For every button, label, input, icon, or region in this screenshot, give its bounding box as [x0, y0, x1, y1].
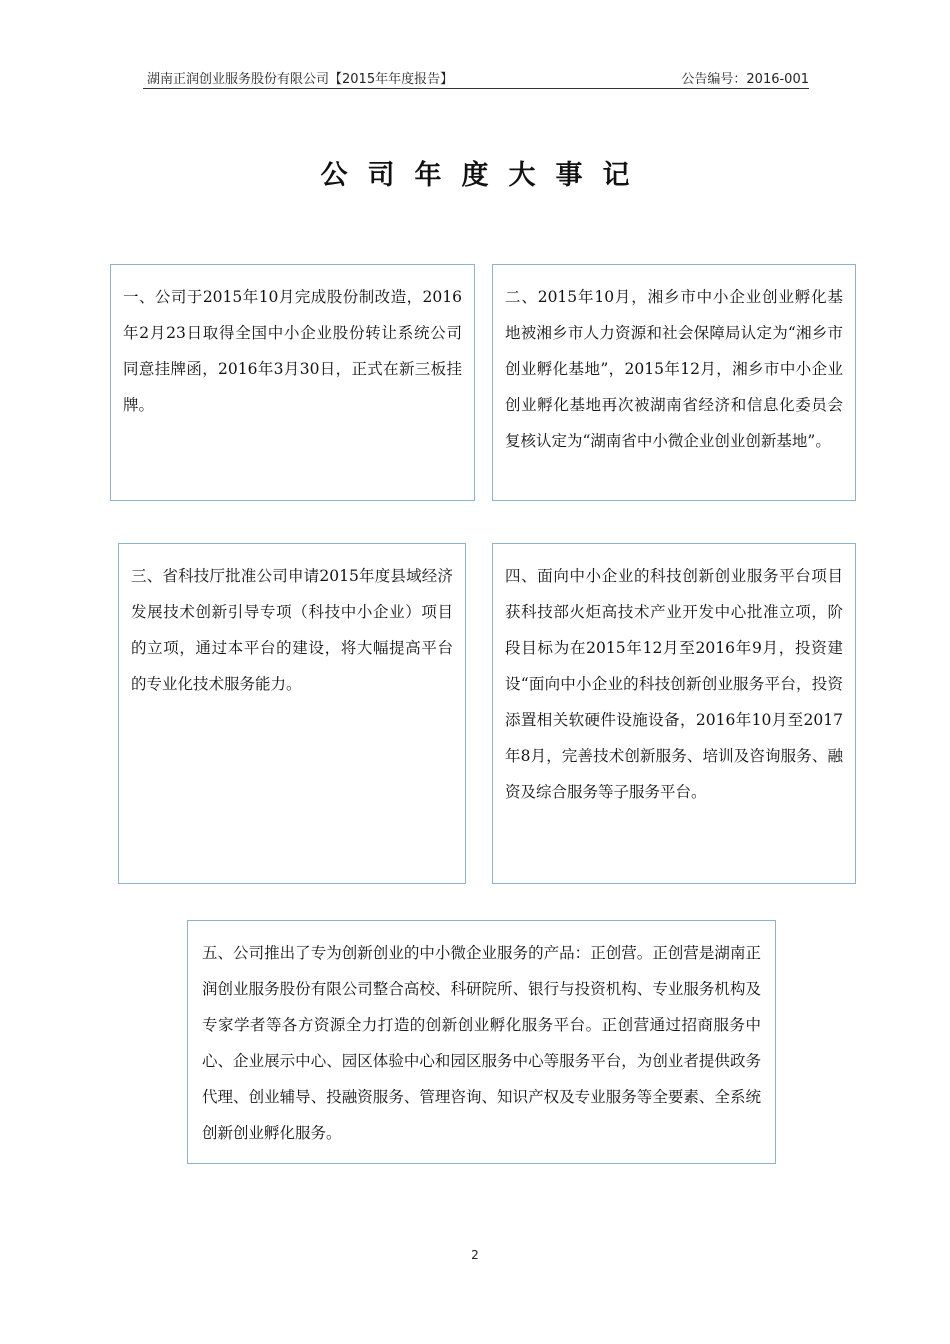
- page-number: 2: [471, 1248, 479, 1262]
- event-box-1: 一、公司于2015年10月完成股份制改造，2016年2月23日取得全国中小企业股份转让系统公司同意挂牌函，2016年3月30日，正式在新三板挂牌。: [110, 264, 475, 501]
- page-header: [143, 66, 809, 89]
- event-box-4: 四、面向中小企业的科技创新创业服务平台项目获科技部火炬高技术产业开发中心批准立项，阶段目标为在2015年12月至2016年9月，投资建设“面向中小企业的科技创新创业服务平台，投资添置相关软硬件设施设备，2016年10月至2017年8月，完善技术创新服务、培训及咨询服务、融资及综合服务等子服务平台。: [492, 543, 856, 884]
- event-box-2: 二、2015年10月，湘乡市中小企业创业孵化基地被湘乡市人力资源和社会保障局认定为“湘乡市创业孵化基地”，2015年12月，湘乡市中小企业创业孵化基地再次被湖南省经济和信息化委员会复核认定为“湖南省中小微企业创业创新基地”。: [492, 264, 856, 501]
- event-box-3: 三、省科技厅批准公司申请2015年度县域经济发展技术创新引导专项（科技中小企业）项目的立项，通过本平台的建设，将大幅提高平台的专业化技术服务能力。: [118, 543, 466, 884]
- page-title: 公司年度大事记: [320, 160, 650, 191]
- header-announcement-number: 公告编号：2016-001: [681, 72, 809, 87]
- event-box-5: 五、公司推出了专为创新创业的中小微企业服务的产品：正创营。正创营是湖南正润创业服务股份有限公司整合高校、科研院所、银行与投资机构、专业服务机构及专家学者等各方资源全力打造的创新创业孵化服务平台。正创营通过招商服务中心、企业展示中心、园区体验中心和园区服务中心等服务平台，为创业者提供政务代理、创业辅导、投融资服务、管理咨询、知识产权及专业服务等全要素、全系统创新创业孵化服务。: [187, 920, 776, 1164]
- header-company-report: 湖南正润创业服务股份有限公司【2015年年度报告】: [147, 72, 454, 87]
